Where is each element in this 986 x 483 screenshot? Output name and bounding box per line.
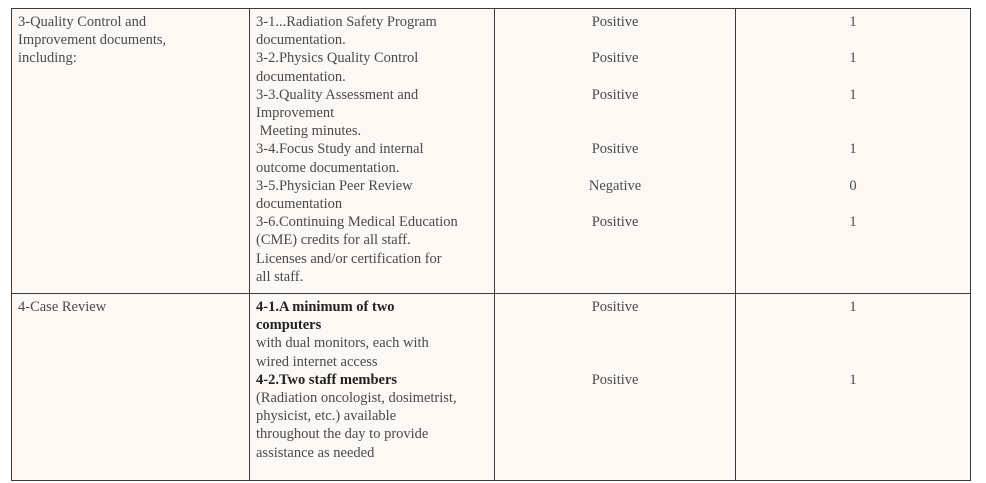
table-row (12, 9, 971, 294)
item-3-5 (256, 177, 488, 213)
item-line: outcome documentation. (256, 159, 400, 176)
item-3-4 (256, 140, 488, 176)
item-3-1 (256, 13, 488, 49)
item-4-1 (256, 298, 488, 371)
item-line: (CME) credits for all staff. (256, 232, 411, 249)
items-cell (250, 294, 495, 481)
score-value: 1 (849, 141, 857, 158)
item-line: 3-4.Focus Study and internal (256, 141, 424, 158)
document-page (11, 8, 971, 481)
item-heading: 4-2.Two staff members (256, 371, 398, 388)
item-line: wired internet access (256, 353, 378, 370)
item-line: Meeting minutes. (256, 123, 362, 140)
result-value: Positive (591, 14, 639, 30)
result-value: Positive (591, 86, 639, 103)
item-3-2 (256, 49, 488, 85)
score-value: 1 (849, 86, 857, 103)
item-line: assistance as needed (256, 444, 375, 461)
table-row (12, 294, 971, 481)
result-value: Positive (591, 299, 639, 315)
score-value: 1 (849, 214, 857, 231)
item-line: documentation (256, 196, 343, 213)
evaluation-table (11, 8, 971, 481)
score-cell (735, 9, 970, 294)
category-line: Improvement documents, (18, 32, 167, 49)
item-line: physicist, etc.) available (256, 408, 397, 425)
item-line: documentation. (256, 32, 346, 49)
category-cell (12, 294, 250, 481)
result-value: Negative (588, 177, 642, 194)
item-line: 3-5.Physician Peer Review (256, 177, 413, 194)
item-line: 3-6.Continuing Medical Education (256, 214, 458, 231)
item-line: with dual monitors, each with (256, 335, 429, 352)
item-line: 3-3.Quality Assessment and (256, 86, 419, 103)
result-value: Positive (591, 371, 639, 388)
item-line: 3-2.Physics Quality Control (256, 50, 419, 67)
item-heading: computers (256, 317, 322, 334)
item-3-3 (256, 86, 488, 141)
score-value: 0 (849, 177, 857, 194)
category-line: including: (18, 50, 77, 67)
result-value: Positive (591, 50, 639, 67)
category-cell (12, 9, 250, 294)
item-heading: 4-1.A minimum of two (256, 299, 395, 315)
item-line: (Radiation oncologist, dosimetrist, (256, 390, 457, 407)
item-line: Licenses and/or certification for (256, 250, 442, 267)
item-4-2 (256, 371, 488, 462)
score-value: 1 (849, 371, 857, 388)
result-cell (495, 9, 736, 294)
score-cell (735, 294, 970, 481)
category-line: 4-Case Review (18, 299, 107, 315)
item-line: all staff. (256, 268, 304, 285)
item-line: throughout the day to provide (256, 426, 429, 443)
result-value: Positive (591, 214, 639, 231)
score-value: 1 (849, 299, 857, 315)
category-line: 3-Quality Control and (18, 14, 147, 30)
item-3-6 (256, 213, 488, 286)
result-cell (495, 294, 736, 481)
item-line: 3-1...Radiation Safety Program (256, 14, 437, 30)
score-value: 1 (849, 14, 857, 30)
result-value: Positive (591, 141, 639, 158)
item-line: Improvement (256, 105, 335, 122)
items-cell (250, 9, 495, 294)
item-line: documentation. (256, 68, 346, 85)
score-value: 1 (849, 50, 857, 67)
